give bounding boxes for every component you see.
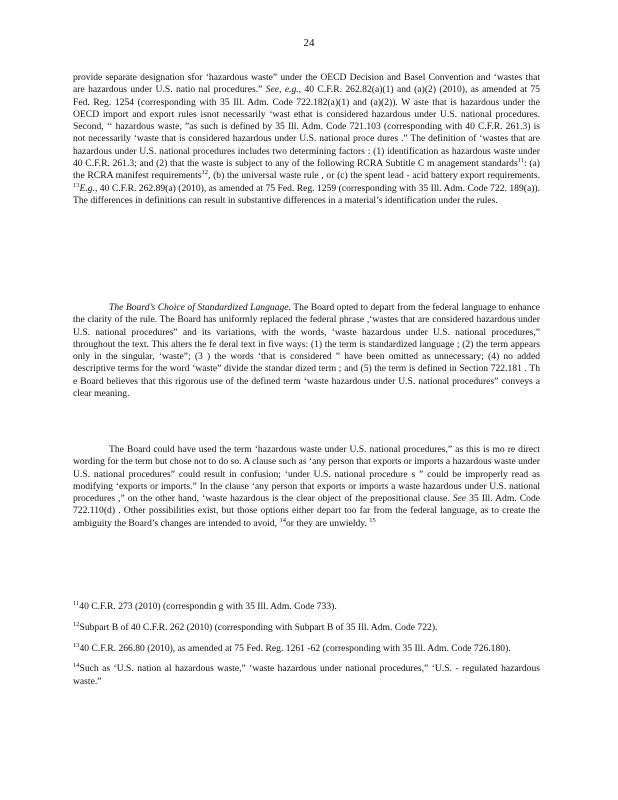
footnote-ref-12: 12 bbox=[201, 169, 208, 177]
citation-see: See bbox=[452, 493, 467, 505]
paragraph-1-citation: 40 C.F.R. 262.82(a)(1) and (a)(2) (2010), as amended at 75 Fed. Reg. 1254 (corresponding with 35 Ill. Adm. Code 722.182(a)(1) and (a)(2)). W aste that is hazardous under the OECD import and export rules isnot necessarily ‘wast ethat is considered hazardous under U.S. national procedures. Second, ‘‘ hazardous waste, ”as such is defined by 35 Ill. Adm. Code 721.103 (corresponding with 40 C.F.R. 261.3) is not necessarily ‘waste that is considered hazardous under U.S. national proce dures .” The definition of ‘wastes that are hazardous under U.S. national procedures includes two determining factors : (1) identification as hazardous waste under 40 C.F.R. 261.3; and (2) that the waste is subject to any of the following RCRA Subtitle C m anagement standards bbox=[73, 84, 540, 170]
footnote-11 bbox=[73, 601, 540, 613]
paragraph-1-after-12: , (b) the universal waste rule , or (c) the spent lead - acid battery export requirements. bbox=[208, 170, 540, 182]
footnote-ref-13: 13 bbox=[73, 181, 80, 189]
citation-signal: See, e.g., bbox=[265, 84, 302, 96]
paragraph-3-mid: 35 Ill. Adm. Code 722.110(d) . Other possibilities exist, but those options either depart too far from the federal language, as to create the ambiguity the Board’s changes are intended to avoid, bbox=[73, 493, 540, 529]
footnote-ref-14: 14 bbox=[279, 516, 286, 524]
paragraph-3-text: The Board could have used the term ‘hazardous waste under U.S. national procedures,” as this is mo re direct wording for the term but chose not to do so. A clause such as ‘any person that exports or imports a hazardous waste under U.S. national procedures” could result in confusion; ‘under U.S. national procedure s ” could be improperly read as modifying ‘exports or imports.” In the clause ‘any person that exports or imports a waste hazardous under U.S. national procedures ,” on the other hand, ‘waste hazardous is the clear object of the prepositional clause. bbox=[73, 444, 540, 505]
footnote-13 bbox=[73, 643, 540, 655]
footnote-ref-15: 15 bbox=[369, 516, 376, 524]
footnote-number: 14 bbox=[73, 662, 80, 670]
page-number: 24 bbox=[303, 37, 315, 49]
citation-eg: E.g., bbox=[79, 182, 98, 194]
footnote-text: 40 C.F.R. 266.80 (2010), as amended at 75 Fed. Reg. 1261 -62 (corresponding with 35 Ill. Adm. Code 726.180). bbox=[79, 642, 511, 654]
paragraph-1 bbox=[73, 72, 540, 207]
footnote-text: Subpart B of 40 C.F.R. 262 (2010) (corresponding with Subpart B of 35 Ill. Adm. Code 722). bbox=[79, 621, 438, 633]
footnote-ref-11: 11 bbox=[517, 156, 524, 164]
paragraph-2-text: The Board opted to depart from the federal language to enhance the clarity of the rule. The Board has uniformly replaced the federal phrase ,‘wastes that are considered hazardous under U.S. national procedures” and its variations, with the words, ‘waste hazardous under U.S. national procedures,” throughout the text. This alters the fe deral text in five ways: (1) the term is standardized language ; (2) the term appears only in the singular, ‘waste”; (3 ) the words ‘that is considered ” have been omitted as unnecessary; (4) no added descriptive terms for the word ‘waste” divide the standar dized term ; and (5) the term is defined in Section 722.181 . Th e Board believes that this rigorous use of the defined term ‘waste hazardous under U.S. national procedures” conveys a clear meaning. bbox=[73, 302, 541, 400]
footnote-14 bbox=[73, 663, 540, 688]
footnotes bbox=[73, 601, 540, 696]
footnote-text: 40 C.F.R. 273 (2010) (correspondin g with 35 Ill. Adm. Code 733). bbox=[79, 601, 337, 612]
footnote-number: 11 bbox=[73, 599, 80, 607]
paragraph-2 bbox=[73, 302, 540, 400]
footnote-text: Such as ‘U.S. nation al hazardous waste,” ‘waste hazardous under national procedures,” ‘U.S. - regulated hazardous waste.” bbox=[73, 663, 540, 687]
paragraph-1-text: provide separate designation sfor ‘hazardous waste” under the OECD Decision and Basel Convention and ‘wastes that are hazardous under U.S. natio nal procedures.” bbox=[73, 72, 540, 96]
paragraph-1-tail: 40 C.F.R. 262.89(a) (2010), as amended at 75 Fed. Reg. 1259 (corresponding with 35 Ill. Adm. Code 722. 189(a)). The differences in definitions can result in substantive differences in a material’s identification under the rules. bbox=[73, 182, 540, 206]
footnote-number: 12 bbox=[73, 620, 80, 628]
footnote-number: 13 bbox=[73, 641, 80, 649]
paragraph-3 bbox=[73, 444, 540, 530]
paragraph-3-end: or they are unwieldy. bbox=[285, 517, 367, 529]
footnote-12 bbox=[73, 622, 540, 634]
section-heading: The Board’s Choice of Standardized Language. bbox=[109, 302, 291, 313]
paragraph-1-after-11: : (a) the RCRA manifest requirements bbox=[73, 158, 540, 182]
